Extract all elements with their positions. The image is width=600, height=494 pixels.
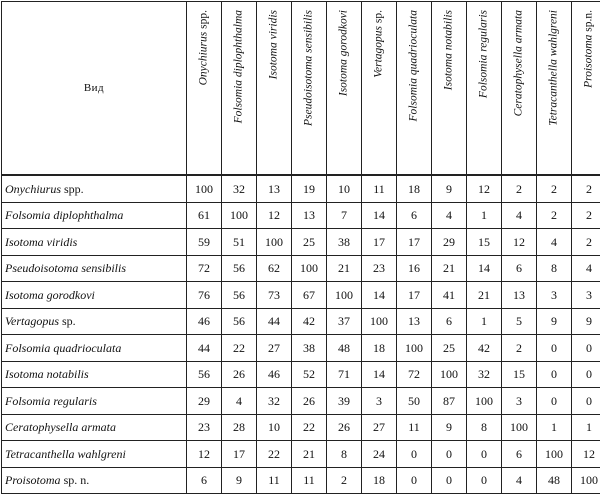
similarity-cell: 0	[572, 335, 600, 362]
similarity-cell: 23	[187, 414, 222, 441]
similarity-cell: 10	[257, 414, 292, 441]
table-row	[2, 467, 600, 494]
similarity-cell: 0	[537, 361, 572, 388]
similarity-cell: 2	[537, 175, 572, 202]
similarity-cell: 61	[187, 202, 222, 229]
similarity-cell: 32	[222, 175, 257, 202]
similarity-cell: 22	[292, 414, 327, 441]
similarity-cell: 56	[187, 361, 222, 388]
similarity-cell: 76	[187, 282, 222, 309]
similarity-cell: 3	[572, 282, 600, 309]
similarity-cell: 15	[467, 229, 502, 256]
similarity-cell: 38	[327, 229, 362, 256]
similarity-cell: 52	[292, 361, 327, 388]
row-species-label: Ceratophysella armata	[2, 414, 187, 441]
similarity-cell: 29	[187, 388, 222, 415]
similarity-cell: 18	[397, 175, 432, 202]
corner-header: Вид	[2, 2, 187, 176]
similarity-cell: 2	[327, 467, 362, 494]
similarity-cell: 2	[537, 202, 572, 229]
column-header	[327, 2, 362, 176]
similarity-cell: 3	[362, 388, 397, 415]
similarity-cell: 28	[222, 414, 257, 441]
similarity-cell: 8	[327, 441, 362, 468]
table-row	[2, 388, 600, 415]
similarity-cell: 19	[292, 175, 327, 202]
similarity-cell: 100	[572, 467, 600, 494]
similarity-cell: 16	[397, 255, 432, 282]
similarity-cell: 72	[397, 361, 432, 388]
row-species-label: Folsomia diplophthalma	[2, 202, 187, 229]
similarity-cell: 48	[537, 467, 572, 494]
row-species-label: Isotoma notabilis	[2, 361, 187, 388]
similarity-cell: 39	[327, 388, 362, 415]
column-header	[222, 2, 257, 176]
similarity-cell: 48	[327, 335, 362, 362]
similarity-cell: 25	[292, 229, 327, 256]
similarity-cell: 46	[257, 361, 292, 388]
similarity-cell: 4	[502, 202, 537, 229]
similarity-cell: 2	[572, 229, 600, 256]
similarity-cell: 17	[362, 229, 397, 256]
similarity-cell: 72	[187, 255, 222, 282]
similarity-cell: 14	[362, 202, 397, 229]
similarity-cell: 6	[432, 308, 467, 335]
similarity-cell: 0	[432, 441, 467, 468]
similarity-cell: 100	[222, 202, 257, 229]
similarity-cell: 13	[257, 175, 292, 202]
table-row	[2, 361, 600, 388]
similarity-cell: 9	[572, 308, 600, 335]
species-similarity-table	[1, 1, 600, 494]
similarity-cell: 0	[467, 467, 502, 494]
table-body	[2, 175, 600, 494]
table-row	[2, 175, 600, 202]
column-header	[187, 2, 222, 176]
column-header	[467, 2, 502, 176]
similarity-cell: 4	[222, 388, 257, 415]
similarity-cell: 0	[397, 441, 432, 468]
similarity-cell: 17	[397, 282, 432, 309]
row-species-label: Vertagopus sp.	[2, 308, 187, 335]
table-row	[2, 282, 600, 309]
similarity-cell: 2	[502, 175, 537, 202]
similarity-cell: 6	[397, 202, 432, 229]
similarity-cell: 8	[467, 414, 502, 441]
similarity-cell: 56	[222, 255, 257, 282]
similarity-cell: 2	[572, 202, 600, 229]
row-species-label: Onychiurus spp.	[2, 175, 187, 202]
column-header	[572, 2, 600, 176]
table-row	[2, 308, 600, 335]
table-row	[2, 229, 600, 256]
column-header-label: Isotoma gorodkovi	[338, 10, 350, 96]
similarity-cell: 42	[467, 335, 502, 362]
similarity-cell: 100	[257, 229, 292, 256]
similarity-cell: 11	[257, 467, 292, 494]
column-header	[502, 2, 537, 176]
column-header	[432, 2, 467, 176]
similarity-cell: 8	[537, 255, 572, 282]
similarity-cell: 12	[572, 441, 600, 468]
similarity-cell: 67	[292, 282, 327, 309]
similarity-cell: 62	[257, 255, 292, 282]
similarity-cell: 56	[222, 282, 257, 309]
column-header-label: Folsomia diplophthalma	[233, 10, 245, 123]
column-header-label: Pseudoisotoma sensibilis	[303, 10, 315, 126]
similarity-cell: 41	[432, 282, 467, 309]
similarity-cell: 4	[537, 229, 572, 256]
similarity-cell: 100	[187, 175, 222, 202]
column-header	[292, 2, 327, 176]
similarity-cell: 32	[467, 361, 502, 388]
row-species-label: Folsomia regularis	[2, 388, 187, 415]
column-header	[537, 2, 572, 176]
similarity-cell: 4	[432, 202, 467, 229]
similarity-cell: 100	[327, 282, 362, 309]
similarity-cell: 100	[537, 441, 572, 468]
similarity-cell: 37	[327, 308, 362, 335]
similarity-cell: 26	[292, 388, 327, 415]
similarity-cell: 2	[502, 335, 537, 362]
similarity-cell: 13	[397, 308, 432, 335]
similarity-cell: 7	[327, 202, 362, 229]
similarity-cell: 2	[572, 175, 600, 202]
similarity-cell: 87	[432, 388, 467, 415]
similarity-cell: 9	[537, 308, 572, 335]
similarity-cell: 11	[397, 414, 432, 441]
similarity-table-container	[1, 1, 598, 489]
column-header-label: Onychiurus spp.	[198, 10, 210, 85]
similarity-cell: 15	[502, 361, 537, 388]
similarity-cell: 4	[572, 255, 600, 282]
similarity-cell: 21	[432, 255, 467, 282]
similarity-cell: 22	[257, 441, 292, 468]
similarity-cell: 100	[292, 255, 327, 282]
similarity-cell: 27	[362, 414, 397, 441]
similarity-cell: 59	[187, 229, 222, 256]
similarity-cell: 50	[397, 388, 432, 415]
row-species-label: Proisotoma sp. n.	[2, 467, 187, 494]
similarity-cell: 1	[572, 414, 600, 441]
table-row	[2, 441, 600, 468]
column-header-label: Isotoma notabilis	[443, 10, 455, 90]
column-header-label: Proisotoma sp.n.	[583, 10, 595, 88]
similarity-cell: 38	[292, 335, 327, 362]
similarity-cell: 22	[222, 335, 257, 362]
similarity-cell: 24	[362, 441, 397, 468]
similarity-cell: 51	[222, 229, 257, 256]
similarity-cell: 100	[397, 335, 432, 362]
similarity-cell: 100	[432, 361, 467, 388]
similarity-cell: 0	[572, 361, 600, 388]
table-row	[2, 335, 600, 362]
column-header-label: Isotoma viridis	[268, 10, 280, 79]
similarity-cell: 21	[292, 441, 327, 468]
column-header	[362, 2, 397, 176]
similarity-cell: 14	[362, 282, 397, 309]
row-species-label: Pseudoisotoma sensibilis	[2, 255, 187, 282]
similarity-cell: 11	[362, 175, 397, 202]
similarity-cell: 26	[327, 414, 362, 441]
similarity-cell: 23	[362, 255, 397, 282]
column-header-label: Tetracanthella wahlgreni	[548, 10, 560, 126]
similarity-cell: 21	[327, 255, 362, 282]
similarity-cell: 11	[292, 467, 327, 494]
similarity-cell: 17	[222, 441, 257, 468]
row-species-label: Isotoma viridis	[2, 229, 187, 256]
similarity-cell: 32	[257, 388, 292, 415]
table-row	[2, 255, 600, 282]
similarity-cell: 71	[327, 361, 362, 388]
similarity-cell: 9	[222, 467, 257, 494]
similarity-cell: 27	[257, 335, 292, 362]
similarity-cell: 9	[432, 175, 467, 202]
similarity-cell: 0	[397, 467, 432, 494]
similarity-cell: 29	[432, 229, 467, 256]
row-species-label: Isotoma gorodkovi	[2, 282, 187, 309]
column-header-label: Vertagopus sp.	[373, 10, 385, 78]
similarity-cell: 6	[502, 255, 537, 282]
similarity-cell: 3	[537, 282, 572, 309]
similarity-cell: 0	[467, 441, 502, 468]
similarity-cell: 6	[502, 441, 537, 468]
similarity-cell: 12	[467, 175, 502, 202]
similarity-cell: 4	[502, 467, 537, 494]
similarity-cell: 100	[362, 308, 397, 335]
similarity-cell: 1	[467, 202, 502, 229]
similarity-cell: 18	[362, 467, 397, 494]
similarity-cell: 100	[467, 388, 502, 415]
similarity-cell: 42	[292, 308, 327, 335]
table-row	[2, 202, 600, 229]
header-row	[2, 2, 600, 176]
similarity-cell: 17	[397, 229, 432, 256]
column-header-label: Folsomia regularis	[478, 10, 490, 98]
row-species-label: Folsomia quadrioculata	[2, 335, 187, 362]
similarity-cell: 9	[432, 414, 467, 441]
similarity-cell: 10	[327, 175, 362, 202]
similarity-cell: 0	[537, 335, 572, 362]
similarity-cell: 44	[187, 335, 222, 362]
similarity-cell: 21	[467, 282, 502, 309]
similarity-cell: 25	[432, 335, 467, 362]
similarity-cell: 6	[187, 467, 222, 494]
column-header-label: Ceratophysella armata	[513, 10, 525, 116]
similarity-cell: 1	[467, 308, 502, 335]
similarity-cell: 0	[432, 467, 467, 494]
similarity-cell: 13	[502, 282, 537, 309]
row-species-label: Tetracanthella wahlgreni	[2, 441, 187, 468]
similarity-cell: 44	[257, 308, 292, 335]
similarity-cell: 46	[187, 308, 222, 335]
similarity-cell: 73	[257, 282, 292, 309]
similarity-cell: 14	[362, 361, 397, 388]
column-header	[397, 2, 432, 176]
similarity-cell: 0	[572, 388, 600, 415]
column-header-label: Folsomia quadrioculata	[408, 10, 420, 122]
column-header	[257, 2, 292, 176]
similarity-cell: 12	[257, 202, 292, 229]
similarity-cell: 26	[222, 361, 257, 388]
similarity-cell: 5	[502, 308, 537, 335]
similarity-cell: 100	[502, 414, 537, 441]
table-row	[2, 414, 600, 441]
similarity-cell: 12	[502, 229, 537, 256]
similarity-cell: 56	[222, 308, 257, 335]
similarity-cell: 13	[292, 202, 327, 229]
similarity-cell: 14	[467, 255, 502, 282]
similarity-cell: 12	[187, 441, 222, 468]
similarity-cell: 0	[537, 388, 572, 415]
similarity-cell: 3	[502, 388, 537, 415]
similarity-cell: 18	[362, 335, 397, 362]
similarity-cell: 1	[537, 414, 572, 441]
